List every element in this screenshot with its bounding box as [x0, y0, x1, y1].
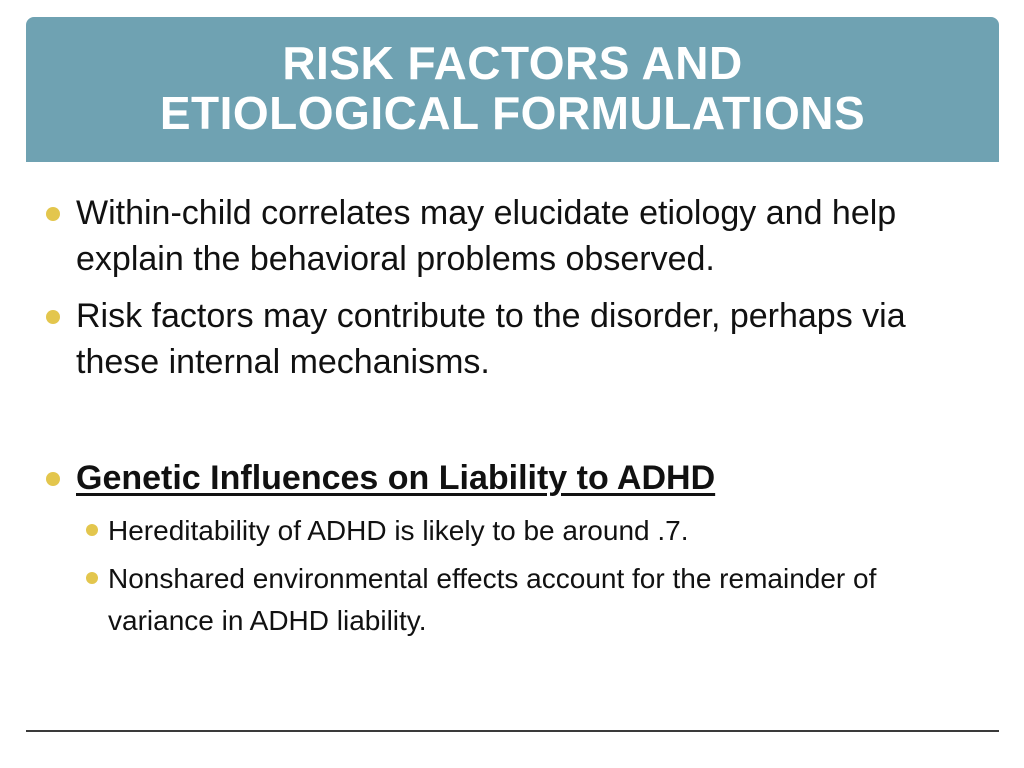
bullet-item — [46, 190, 976, 282]
footer-divider — [26, 730, 999, 732]
section-heading: Genetic Influences on Liability to ADHD — [76, 459, 716, 497]
bullet-text: Within-child correlates may elucidate etiology and help explain the behavioral problems observed. — [76, 194, 897, 278]
bullet-dot-icon — [46, 472, 60, 486]
bullet-item — [46, 293, 976, 385]
sub-bullet-dot-icon — [86, 572, 98, 584]
bullet-dot-icon — [46, 207, 60, 221]
slide-title-line-2: ETIOLOGICAL FORMULATIONS — [159, 86, 866, 139]
slide-title-line-1: RISK FACTORS AND — [282, 36, 743, 89]
bullet-dot-icon — [46, 310, 60, 324]
sub-bullet-text: Hereditability of ADHD is likely to be around .7. — [108, 515, 689, 546]
sub-bullet-text: Nonshared environmental effects account for the remainder of variance in ADHD liability. — [108, 563, 877, 636]
section-heading-item — [46, 455, 976, 501]
sub-bullet-dot-icon — [86, 524, 98, 536]
bullet-text: Risk factors may contribute to the disorder, perhaps via these internal mechanisms. — [76, 297, 906, 381]
sub-bullet-item — [86, 510, 976, 552]
sub-bullet-item — [86, 558, 976, 642]
